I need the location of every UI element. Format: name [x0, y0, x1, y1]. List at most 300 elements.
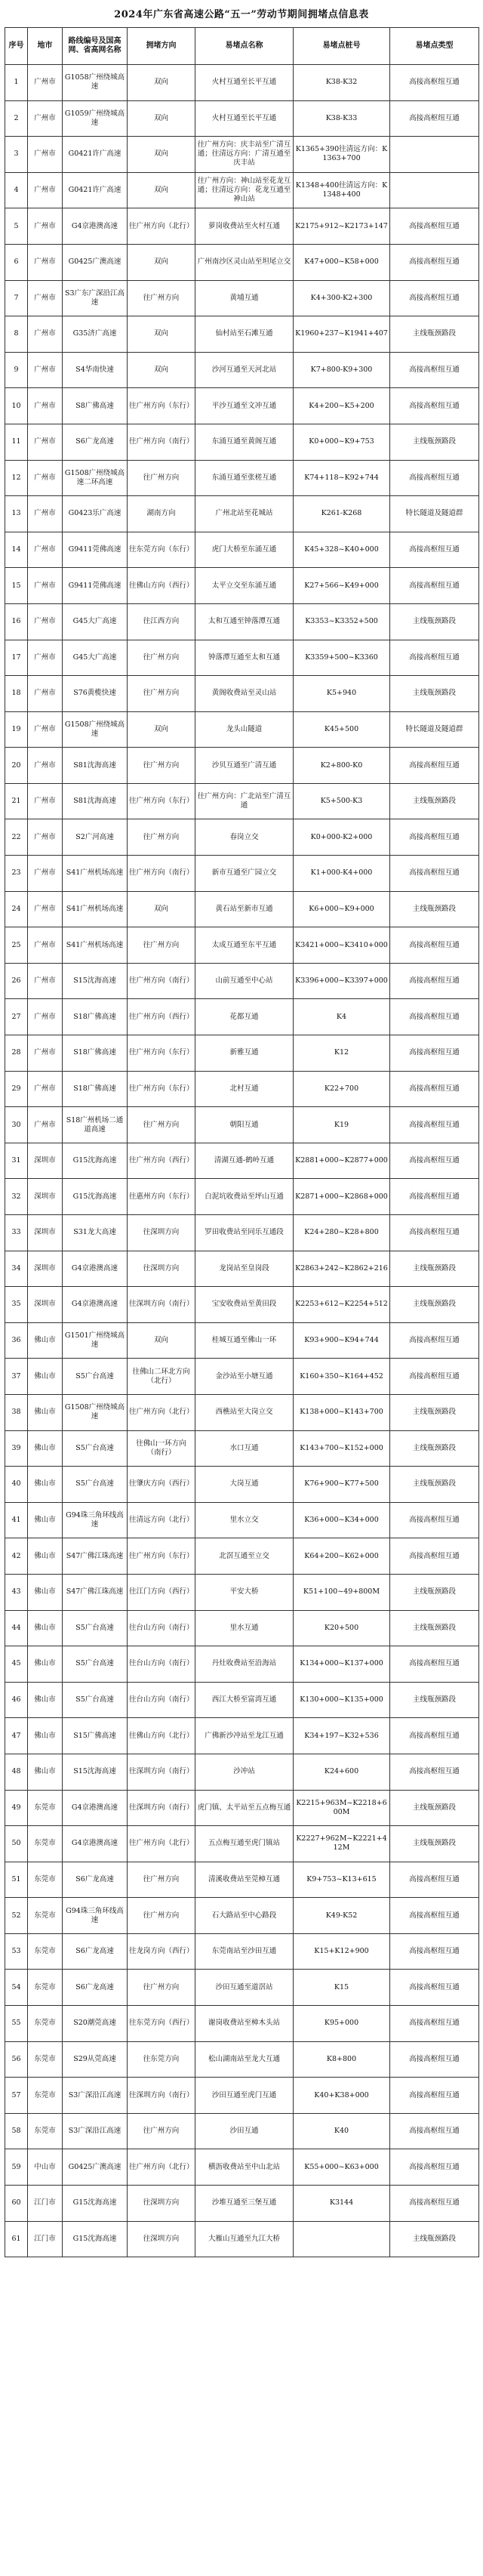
- table-row: [5, 100, 479, 137]
- cell-direction: 双向: [128, 100, 195, 137]
- cell-route: S5广台高速: [63, 1682, 128, 1718]
- cell-direction: 往广州方向（北行）: [128, 1826, 195, 1862]
- cell-direction: 往清远方向（北行）: [128, 1502, 195, 1538]
- table-row: [5, 1215, 479, 1251]
- cell-route: S18广佛高速: [63, 999, 128, 1035]
- cell-point-type: 高接高枢纽互通: [390, 1754, 479, 1790]
- cell-stake: K0+000-K2+000: [294, 819, 390, 856]
- header-stake: 易堵点桩号: [294, 28, 390, 65]
- cell-direction: 往广州方向: [128, 2113, 195, 2149]
- cell-direction: 双向: [128, 891, 195, 927]
- cell-direction: 双向: [128, 1322, 195, 1359]
- cell-route: S81沈海高速: [63, 783, 128, 819]
- cell-point-name: 往广州方向：广北站至广清互通: [195, 783, 294, 819]
- cell-stake: K3353~K3352+500: [294, 603, 390, 640]
- cell-route: S6广龙高速: [63, 1862, 128, 1898]
- cell-direction: 往广州方向（南行）: [128, 424, 195, 460]
- cell-point-name: 北村互通: [195, 1071, 294, 1107]
- cell-stake: K74+118~K92+744: [294, 460, 390, 496]
- cell-point-type: 高接高枢纽互通: [390, 244, 479, 280]
- cell-point-type: 高接高枢纽互通: [390, 856, 479, 892]
- cell-direction: 往广州方向: [128, 1107, 195, 1143]
- cell-index: 9: [5, 352, 28, 388]
- cell-direction: 往深圳方向（南行）: [128, 1790, 195, 1826]
- cell-route: S3广深沿江高速: [63, 2078, 128, 2114]
- table-row: [5, 999, 479, 1035]
- cell-city: 佛山市: [28, 1430, 63, 1467]
- cell-stake: K4: [294, 999, 390, 1035]
- cell-index: 43: [5, 1574, 28, 1610]
- cell-index: 7: [5, 280, 28, 316]
- cell-point-type: 高接高枢纽互通: [390, 2041, 479, 2078]
- table-row: [5, 2006, 479, 2042]
- cell-city: 广州市: [28, 927, 63, 964]
- cell-route: S4华南快速: [63, 352, 128, 388]
- cell-stake: K2175+912~K2173+147: [294, 208, 390, 245]
- cell-index: 51: [5, 1862, 28, 1898]
- cell-direction: 双向: [128, 137, 195, 173]
- cell-index: 13: [5, 496, 28, 532]
- table-row: [5, 352, 479, 388]
- cell-index: 37: [5, 1359, 28, 1395]
- cell-index: 4: [5, 172, 28, 208]
- cell-stake: K51+100~49+800M: [294, 1574, 390, 1610]
- cell-route: S5广台高速: [63, 1467, 128, 1503]
- cell-index: 47: [5, 1718, 28, 1754]
- cell-index: 27: [5, 999, 28, 1035]
- cell-route: S29从莞高速: [63, 2041, 128, 2078]
- cell-city: 中山市: [28, 2149, 63, 2186]
- cell-stake: K8+800: [294, 2041, 390, 2078]
- cell-direction: 往广州方向: [128, 1898, 195, 1934]
- cell-point-type: 特长隧道及隧道群: [390, 496, 479, 532]
- cell-city: 东莞市: [28, 1933, 63, 1970]
- cell-index: 32: [5, 1179, 28, 1215]
- table-row: [5, 603, 479, 640]
- cell-city: 佛山市: [28, 1754, 63, 1790]
- cell-city: 广州市: [28, 532, 63, 568]
- cell-point-name: 沙田互通: [195, 2113, 294, 2149]
- table-row: [5, 1826, 479, 1862]
- table-body: [5, 65, 479, 2257]
- cell-point-name: 北滘互通至立交: [195, 1538, 294, 1575]
- cell-point-type: 主线瓶颈路段: [390, 1287, 479, 1323]
- cell-city: 广州市: [28, 1071, 63, 1107]
- cell-city: 深圳市: [28, 1251, 63, 1287]
- cell-direction: 往佛山一环方向（南行）: [128, 1430, 195, 1467]
- cell-point-name: 水口互通: [195, 1430, 294, 1467]
- cell-stake: K24+280~K28+800: [294, 1215, 390, 1251]
- cell-point-type: 高接高枢纽互通: [390, 2113, 479, 2149]
- cell-route: S18广佛高速: [63, 1035, 128, 1072]
- cell-city: 广州市: [28, 963, 63, 999]
- cell-point-type: 主线瓶颈路段: [390, 1467, 479, 1503]
- cell-route: G94珠三角环线高速: [63, 1502, 128, 1538]
- cell-index: 2: [5, 100, 28, 137]
- cell-index: 22: [5, 819, 28, 856]
- cell-stake: K2871+000~K2868+000: [294, 1179, 390, 1215]
- cell-direction: 往龙岗方向（西行）: [128, 1933, 195, 1970]
- table-row: [5, 1035, 479, 1072]
- cell-point-type: 主线瓶颈路段: [390, 1826, 479, 1862]
- cell-route: S41广州机场高速: [63, 856, 128, 892]
- cell-index: 50: [5, 1826, 28, 1862]
- table-row: [5, 1502, 479, 1538]
- header-direction: 拥堵方向: [128, 28, 195, 65]
- cell-index: 33: [5, 1215, 28, 1251]
- cell-point-name: 桂城互通至佛山一环: [195, 1322, 294, 1359]
- cell-point-type: 高接高枢纽互通: [390, 1933, 479, 1970]
- cell-point-name: 松山湖南站至龙大互通: [195, 2041, 294, 2078]
- cell-stake: K1365+390往清远方向：K1363+700: [294, 137, 390, 173]
- table-row: [5, 1933, 479, 1970]
- cell-city: 江门市: [28, 2186, 63, 2222]
- cell-route: S20潮莞高速: [63, 2006, 128, 2042]
- cell-point-name: 新市互通至广园立交: [195, 856, 294, 892]
- cell-city: 广州市: [28, 244, 63, 280]
- cell-stake: K3359+500~K3360: [294, 640, 390, 676]
- cell-route: S5广台高速: [63, 1430, 128, 1467]
- cell-point-name: 萝岗收费站至火村互通: [195, 208, 294, 245]
- table-row: [5, 316, 479, 353]
- cell-point-type: 主线瓶颈路段: [390, 1574, 479, 1610]
- cell-index: 59: [5, 2149, 28, 2186]
- table-row: [5, 1682, 479, 1718]
- cell-point-type: 主线瓶颈路段: [390, 1394, 479, 1430]
- table-row: [5, 1179, 479, 1215]
- cell-stake: K95+000: [294, 2006, 390, 2042]
- cell-point-type: 高接高枢纽互通: [390, 1107, 479, 1143]
- cell-route: G94珠三角环线高速: [63, 1898, 128, 1934]
- header-route: 路线编号及国高网、省高网名称: [63, 28, 128, 65]
- cell-stake: K76+900~K77+500: [294, 1467, 390, 1503]
- table-row: [5, 1970, 479, 2006]
- cell-index: 3: [5, 137, 28, 173]
- cell-index: 58: [5, 2113, 28, 2149]
- cell-city: 广州市: [28, 640, 63, 676]
- cell-city: 广州市: [28, 100, 63, 137]
- table-row: [5, 1646, 479, 1683]
- cell-stake: K2863+242~K2862+216: [294, 1251, 390, 1287]
- cell-point-type: [390, 172, 479, 208]
- cell-direction: 往广州方向: [128, 748, 195, 784]
- cell-point-type: 高接高枢纽互通: [390, 1035, 479, 1072]
- cell-point-name: 广佛新沙冲站至龙江互通: [195, 1718, 294, 1754]
- cell-route: G1059广州绕城高速: [63, 100, 128, 137]
- cell-direction: 往广州方向（北行）: [128, 208, 195, 245]
- table-row: [5, 1610, 479, 1646]
- cell-point-name: 沙田互通至虎门互通: [195, 2078, 294, 2114]
- cell-direction: 往广州方向: [128, 927, 195, 964]
- header-point-type: 易堵点类型: [390, 28, 479, 65]
- cell-direction: 双向: [128, 65, 195, 101]
- cell-stake: K9+753~K13+615: [294, 1862, 390, 1898]
- cell-point-name: 山前互通至中心站: [195, 963, 294, 999]
- cell-route: S15沈海高速: [63, 963, 128, 999]
- cell-point-type: 高接高枢纽互通: [390, 1071, 479, 1107]
- cell-point-type: 主线瓶颈路段: [390, 424, 479, 460]
- table-row: [5, 1107, 479, 1143]
- cell-point-name: 东莞南站至沙田互通: [195, 1933, 294, 1970]
- cell-route: G9411莞佛高速: [63, 532, 128, 568]
- cell-index: 35: [5, 1287, 28, 1323]
- table-row: [5, 1287, 479, 1323]
- cell-route: S3广东广深沿江高速: [63, 280, 128, 316]
- cell-stake: K12: [294, 1035, 390, 1072]
- cell-point-type: 主线瓶颈路段: [390, 1610, 479, 1646]
- cell-stake: K2253+612~K2254+512: [294, 1287, 390, 1323]
- cell-direction: 双向: [128, 172, 195, 208]
- table-row: [5, 424, 479, 460]
- header-point-name: 易堵点名称: [195, 28, 294, 65]
- cell-city: 佛山市: [28, 1394, 63, 1430]
- cell-route: G15沈海高速: [63, 2186, 128, 2222]
- cell-index: 28: [5, 1035, 28, 1072]
- cell-point-type: 高接高枢纽互通: [390, 927, 479, 964]
- cell-route: S3广深沿江高速: [63, 2113, 128, 2149]
- cell-point-name: 花都互通: [195, 999, 294, 1035]
- cell-point-name: 平沙互通至文冲互通: [195, 388, 294, 424]
- table-row: [5, 963, 479, 999]
- cell-stake: K19: [294, 1107, 390, 1143]
- cell-point-type: 高接高枢纽互通: [390, 2186, 479, 2222]
- cell-stake: K7+800-K9+300: [294, 352, 390, 388]
- cell-city: 东莞市: [28, 1898, 63, 1934]
- cell-city: 东莞市: [28, 2113, 63, 2149]
- cell-point-name: 黄埔互通: [195, 280, 294, 316]
- cell-point-name: 广州南沙区灵山站至坦尾立交: [195, 244, 294, 280]
- cell-index: 54: [5, 1970, 28, 2006]
- cell-city: 广州市: [28, 783, 63, 819]
- cell-route: G9411莞佛高速: [63, 568, 128, 604]
- cell-route: S81沈海高速: [63, 748, 128, 784]
- cell-direction: 往肇庆方向（西行）: [128, 1467, 195, 1503]
- table-row: [5, 280, 479, 316]
- cell-city: 广州市: [28, 999, 63, 1035]
- cell-city: 东莞市: [28, 2041, 63, 2078]
- cell-point-type: 高接高枢纽互通: [390, 1862, 479, 1898]
- cell-point-name: 里水互通: [195, 1610, 294, 1646]
- table-row: [5, 2149, 479, 2186]
- cell-city: 佛山市: [28, 1359, 63, 1395]
- cell-city: 江门市: [28, 2221, 63, 2257]
- cell-route: G15沈海高速: [63, 2221, 128, 2257]
- table-row: [5, 172, 479, 208]
- cell-route: G4京港澳高速: [63, 1251, 128, 1287]
- cell-city: 广州市: [28, 137, 63, 173]
- cell-city: 佛山市: [28, 1682, 63, 1718]
- cell-point-type: 高接高枢纽互通: [390, 65, 479, 101]
- cell-direction: 往广州方向（东行）: [128, 1071, 195, 1107]
- cell-city: 佛山市: [28, 1718, 63, 1754]
- header-city: 地市: [28, 28, 63, 65]
- cell-point-name: 大岗互通: [195, 1467, 294, 1503]
- table-row: [5, 65, 479, 101]
- cell-point-type: 高接高枢纽互通: [390, 2078, 479, 2114]
- cell-index: 11: [5, 424, 28, 460]
- cell-direction: 往东莞方向（东行）: [128, 532, 195, 568]
- cell-point-name: 罗田收费站至同乐互通段: [195, 1215, 294, 1251]
- cell-point-name: 新雅互通: [195, 1035, 294, 1072]
- cell-point-name: 里水立交: [195, 1502, 294, 1538]
- cell-city: 广州市: [28, 1035, 63, 1072]
- cell-route: G4京港澳高速: [63, 208, 128, 245]
- cell-index: 26: [5, 963, 28, 999]
- cell-route: S41广州机场高速: [63, 927, 128, 964]
- cell-city: 广州市: [28, 748, 63, 784]
- cell-route: G4京港澳高速: [63, 1287, 128, 1323]
- cell-index: 23: [5, 856, 28, 892]
- cell-direction: 往广州方向（东行）: [128, 388, 195, 424]
- cell-stake: K15: [294, 1970, 390, 2006]
- cell-city: 广州市: [28, 568, 63, 604]
- cell-city: 佛山市: [28, 1646, 63, 1683]
- cell-stake: K2227+962M~K2221+412M: [294, 1826, 390, 1862]
- cell-point-name: 沙河互通至天河北站: [195, 352, 294, 388]
- cell-stake: K5+500-K3: [294, 783, 390, 819]
- cell-point-name: 平安大桥: [195, 1574, 294, 1610]
- cell-point-type: 高接高枢纽互通: [390, 1502, 479, 1538]
- cell-route: S2广河高速: [63, 819, 128, 856]
- cell-point-name: 广州北站至花城站: [195, 496, 294, 532]
- cell-stake: K143+700~K152+000: [294, 1430, 390, 1467]
- cell-route: G0421许广高速: [63, 172, 128, 208]
- cell-point-name: 往广州方向：神山站至花龙互通；往清远方向：花龙互通至神山站: [195, 172, 294, 208]
- table-row: [5, 1467, 479, 1503]
- cell-stake: K64+200~K62+000: [294, 1538, 390, 1575]
- table-row: [5, 891, 479, 927]
- cell-stake: K38-K33: [294, 100, 390, 137]
- cell-route: G0425广澳高速: [63, 244, 128, 280]
- table-row: [5, 388, 479, 424]
- cell-route: G15沈海高速: [63, 1143, 128, 1179]
- table-row: [5, 532, 479, 568]
- cell-city: 广州市: [28, 316, 63, 353]
- cell-point-type: 高接高枢纽互通: [390, 963, 479, 999]
- cell-point-name: 石大路站至中心路段: [195, 1898, 294, 1934]
- cell-stake: K40+K38+000: [294, 2078, 390, 2114]
- cell-index: 25: [5, 927, 28, 964]
- table-row: [5, 1394, 479, 1430]
- cell-route: S6广龙高速: [63, 1970, 128, 2006]
- cell-city: 广州市: [28, 460, 63, 496]
- cell-stake: K1960+237~K1941+407: [294, 316, 390, 353]
- cell-direction: 往广州方向: [128, 1970, 195, 2006]
- table-row: [5, 208, 479, 245]
- cell-direction: 往台山方向（南行）: [128, 1646, 195, 1683]
- cell-stake: K40: [294, 2113, 390, 2149]
- table-row: [5, 1790, 479, 1826]
- cell-index: 6: [5, 244, 28, 280]
- cell-point-name: 东涌互通至黄阁互通: [195, 424, 294, 460]
- cell-point-name: 宝安收费站至黄田段: [195, 1287, 294, 1323]
- cell-direction: 往佛山方向（北行）: [128, 1718, 195, 1754]
- cell-route: G45大广高速: [63, 640, 128, 676]
- cell-stake: K24+600: [294, 1754, 390, 1790]
- cell-route: G0423乐广高速: [63, 496, 128, 532]
- cell-stake: K2+800-K0: [294, 748, 390, 784]
- cell-point-type: 高接高枢纽互通: [390, 460, 479, 496]
- cell-stake: K15+K12+900: [294, 1933, 390, 1970]
- table-row: [5, 2113, 479, 2149]
- cell-direction: 往广州方向（东行）: [128, 1035, 195, 1072]
- cell-direction: 往广州方向（东行）: [128, 783, 195, 819]
- congestion-table: [5, 27, 479, 2257]
- cell-stake: K4+300-K2+300: [294, 280, 390, 316]
- cell-route: S47广佛江珠高速: [63, 1538, 128, 1575]
- cell-point-name: 虎门镇、太平站至五点梅互通: [195, 1790, 294, 1826]
- cell-route: G4京港澳高速: [63, 1826, 128, 1862]
- cell-point-name: 沙贝互通至广清互通: [195, 748, 294, 784]
- cell-point-name: 金沙站至小塘互通: [195, 1359, 294, 1395]
- cell-index: 40: [5, 1467, 28, 1503]
- cell-route: G35济广高速: [63, 316, 128, 353]
- cell-index: 53: [5, 1933, 28, 1970]
- cell-route: S41广州机场高速: [63, 891, 128, 927]
- table-row: [5, 2078, 479, 2114]
- cell-point-type: 高接高枢纽互通: [390, 1143, 479, 1179]
- cell-city: 广州市: [28, 280, 63, 316]
- cell-direction: 往江门方向（西行）: [128, 1574, 195, 1610]
- cell-index: 17: [5, 640, 28, 676]
- cell-route: G1508广州绕城高速: [63, 1394, 128, 1430]
- cell-stake: [294, 2221, 390, 2257]
- cell-index: 16: [5, 603, 28, 640]
- cell-point-name: 龙头山隧道: [195, 711, 294, 748]
- cell-city: 广州市: [28, 172, 63, 208]
- cell-point-type: 高接高枢纽互通: [390, 1970, 479, 2006]
- cell-stake: K5+940: [294, 676, 390, 712]
- table-row: [5, 568, 479, 604]
- cell-point-type: 高接高枢纽互通: [390, 568, 479, 604]
- cell-point-name: 黄阁收费站至灵山站: [195, 676, 294, 712]
- cell-stake: K160+350~K164+452: [294, 1359, 390, 1395]
- cell-stake: K4+200~K5+200: [294, 388, 390, 424]
- cell-point-type: 高接高枢纽互通: [390, 1646, 479, 1683]
- cell-direction: 往惠州方向（东行）: [128, 1179, 195, 1215]
- table-row: [5, 676, 479, 712]
- cell-point-type: 高接高枢纽互通: [390, 2149, 479, 2186]
- cell-point-type: 高接高枢纽互通: [390, 640, 479, 676]
- cell-point-name: 龙岗站至皇岗段: [195, 1251, 294, 1287]
- cell-stake: K47+000~K58+000: [294, 244, 390, 280]
- cell-direction: 往广州方向: [128, 640, 195, 676]
- cell-point-type: 高接高枢纽互通: [390, 352, 479, 388]
- cell-city: 广州市: [28, 711, 63, 748]
- cell-point-type: 高接高枢纽互通: [390, 1538, 479, 1575]
- cell-city: 深圳市: [28, 1215, 63, 1251]
- cell-point-name: 沙冲站: [195, 1754, 294, 1790]
- cell-point-name: 火村互通至长平互通: [195, 65, 294, 101]
- cell-city: 佛山市: [28, 1538, 63, 1575]
- cell-stake: K49-K52: [294, 1898, 390, 1934]
- table-row: [5, 2041, 479, 2078]
- cell-direction: 双向: [128, 244, 195, 280]
- cell-direction: 往台山方向（南行）: [128, 1610, 195, 1646]
- cell-point-type: 高接高枢纽互通: [390, 748, 479, 784]
- cell-index: 49: [5, 1790, 28, 1826]
- cell-stake: K261-K268: [294, 496, 390, 532]
- cell-point-name: 火村互通至长平互通: [195, 100, 294, 137]
- table-row: [5, 819, 479, 856]
- cell-point-name: 太和互通至钟落潭互通: [195, 603, 294, 640]
- cell-stake: K55+000~K63+000: [294, 2149, 390, 2186]
- cell-point-name: 黄石站至新市互通: [195, 891, 294, 927]
- table-row: [5, 783, 479, 819]
- table-row: [5, 2186, 479, 2222]
- cell-city: 深圳市: [28, 1287, 63, 1323]
- cell-point-name: 五点梅互通至虎门镇站: [195, 1826, 294, 1862]
